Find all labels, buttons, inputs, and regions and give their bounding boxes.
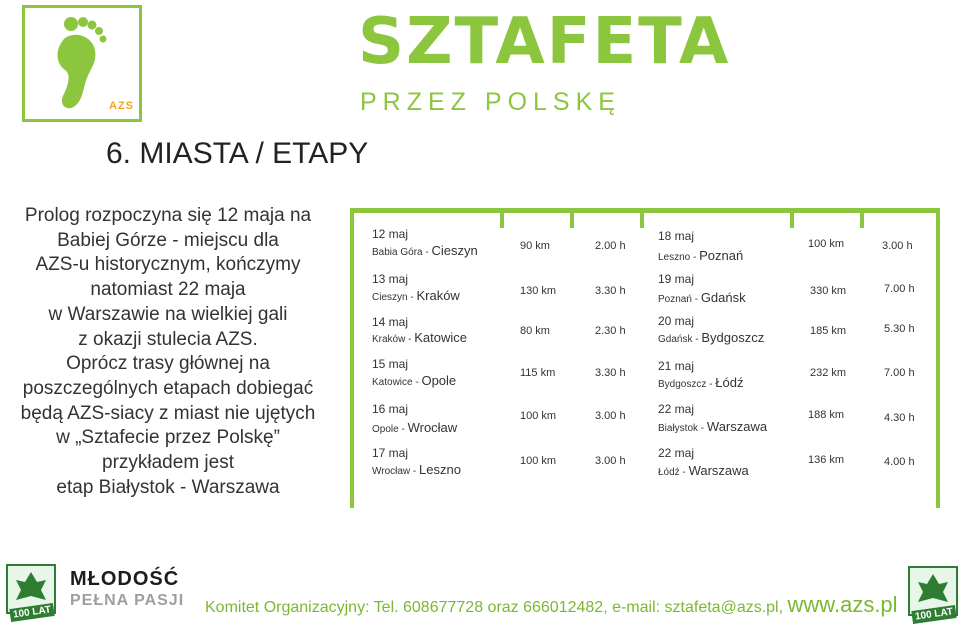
intro-line: z okazji stulecia AZS.	[78, 328, 258, 350]
intro-line: Babiej Górze - miejscu dla	[57, 229, 279, 251]
schedule-top-border	[350, 208, 940, 213]
stage-date: 12 maj	[372, 227, 409, 241]
badge-text: 100 LAT	[911, 605, 957, 624]
intro-line: AZS-u historycznym, kończymy	[35, 254, 301, 276]
intro-line: Prolog rozpoczyna się 12 maja na	[24, 205, 312, 226]
stage-date: 18 maj	[658, 229, 695, 243]
stage-route: Wrocław - Leszno	[372, 462, 461, 477]
stage-date: 15 maj	[372, 357, 409, 371]
stage-distance: 90 km	[520, 240, 550, 252]
stage-time: 2.30 h	[595, 325, 626, 337]
brand-subtitle: PRZEZ POLSKĘ	[360, 88, 621, 116]
contact-text: Komitet Organizacyjny: Tel. 608677728 oraz 666012482, e-mail: sztafeta@azs.pl,	[205, 599, 784, 616]
intro-line: Oprócz trasy głównej na	[66, 353, 270, 375]
stage-time: 3.00 h	[595, 455, 626, 467]
website-link[interactable]: www.azs.pl	[787, 592, 898, 617]
stage-time: 4.30 h	[884, 412, 915, 424]
stage-date: 22 maj	[658, 402, 695, 416]
stage-date: 16 maj	[372, 402, 409, 416]
stage-route: Gdańsk - Bydgoszcz	[658, 330, 765, 345]
stage-distance: 330 km	[810, 285, 847, 297]
stage-route: Bydgoszcz - Łódź	[658, 375, 744, 390]
stage-distance: 188 km	[808, 409, 845, 421]
stage-route: Łódź - Warszawa	[658, 463, 749, 478]
stage-date: 22 maj	[658, 446, 695, 460]
stage-distance: 80 km	[520, 325, 550, 337]
stage-distance: 115 km	[520, 367, 556, 379]
intro-line: w „Sztafecie przez Polskę”	[56, 427, 280, 449]
badge-text: 100 LAT	[9, 603, 55, 622]
stage-time: 3.30 h	[595, 367, 626, 379]
stage-distance: 232 km	[810, 367, 847, 379]
stage-date: 14 maj	[372, 315, 409, 329]
stage-date: 20 maj	[658, 314, 695, 328]
stage-route: Opole - Wrocław	[372, 420, 458, 435]
stage-date: 19 maj	[658, 272, 695, 286]
stage-distance: 136 km	[808, 454, 845, 466]
column-divider	[790, 208, 794, 228]
column-divider	[500, 208, 504, 228]
azs-100-lat-badge-icon	[908, 566, 958, 626]
column-divider	[860, 208, 864, 228]
column-divider	[570, 208, 574, 228]
column-divider	[936, 208, 940, 508]
stage-distance: 100 km	[520, 455, 557, 467]
azs-100-lat-badge-icon	[6, 564, 56, 624]
stage-time: 3.00 h	[595, 410, 626, 422]
column-divider	[640, 208, 644, 228]
stage-route: Leszno - Poznań	[658, 248, 744, 263]
page-title: 6. MIASTA / ETAPY	[106, 137, 369, 170]
column-divider	[350, 208, 354, 508]
stage-time: 5.30 h	[884, 323, 915, 335]
stage-route: Poznań - Gdańsk	[658, 290, 746, 305]
stage-distance: 100 km	[520, 410, 557, 422]
stage-route: Kraków - Katowice	[372, 330, 467, 345]
stage-route: Cieszyn - Kraków	[372, 288, 460, 303]
stage-date: 21 maj	[658, 359, 695, 373]
stage-date: 17 maj	[372, 446, 409, 460]
stage-time: 4.00 h	[884, 456, 915, 468]
stage-time: 7.00 h	[884, 367, 915, 379]
slogan-line-2: PEŁNA PASJI	[70, 592, 185, 609]
stage-distance: 100 km	[808, 238, 845, 250]
stage-distance: 185 km	[810, 325, 847, 337]
stage-route: Białystok - Warszawa	[658, 419, 768, 434]
logo-frame	[22, 5, 142, 122]
stage-time: 3.30 h	[595, 285, 626, 297]
stage-route: Babia Góra - Cieszyn	[372, 243, 478, 258]
contact-info	[205, 592, 898, 618]
slogan-line-1: MŁODOŚĆ	[70, 568, 180, 590]
intro-line: etap Białystok - Warszawa	[56, 476, 280, 498]
logo-text: AZS	[109, 100, 134, 112]
intro-line: natomiast 22 maja	[90, 279, 246, 301]
stage-route: Katowice - Opole	[372, 373, 457, 388]
intro-paragraph	[0, 204, 336, 500]
intro-line: przykładem jest	[102, 452, 234, 474]
stage-distance: 130 km	[520, 285, 557, 297]
stage-time: 2.00 h	[595, 240, 626, 252]
stage-time: 7.00 h	[884, 283, 915, 295]
intro-line: będą AZS-siacy z miast nie ujętych	[20, 402, 316, 424]
brand-title: SZTAFETA	[358, 5, 731, 79]
stage-time: 3.00 h	[882, 240, 913, 252]
intro-line: w Warszawie na wielkiej gali	[48, 303, 288, 325]
intro-line: poszczególnych etapach dobiegać	[22, 377, 314, 399]
stage-date: 13 maj	[372, 272, 409, 286]
